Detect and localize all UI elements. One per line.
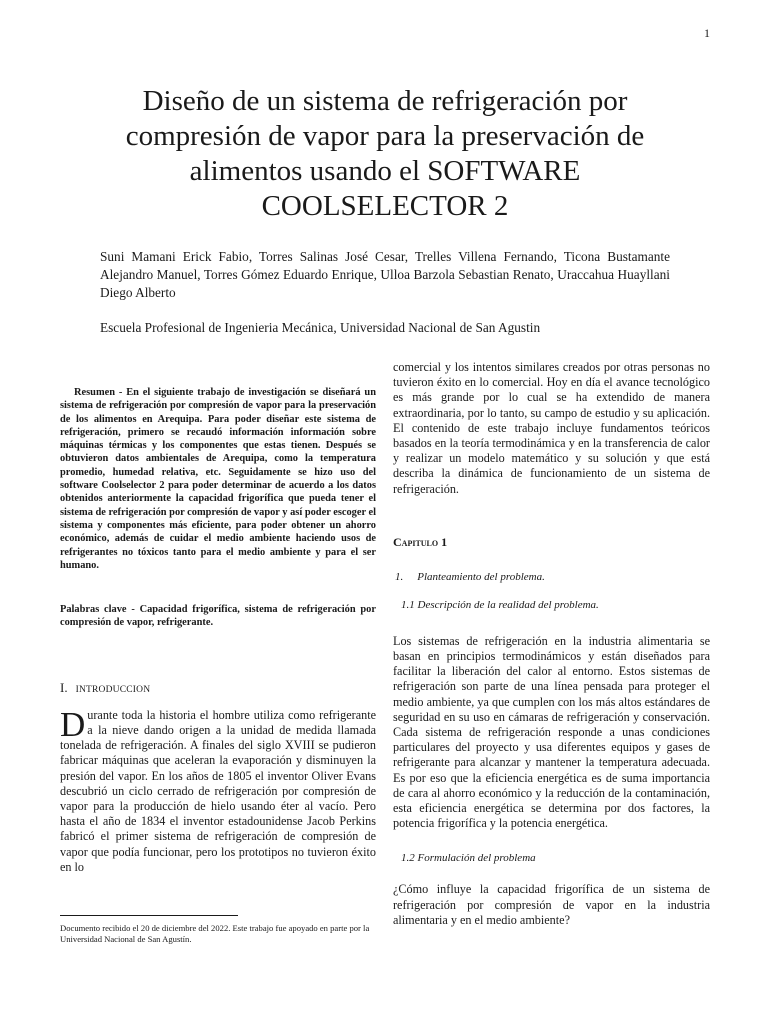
author-list: Suni Mamani Erick Fabio, Torres Salinas José Cesar, Trelles Villena Fernando, Ticona Bustamante Alejandro Manuel, Torres Gómez Eduardo Enrique, Ulloa Barzola Sebastian Renato, Uraccahua Huayllani Diego Alberto [100,249,670,300]
subheading-problem-description: 1.1 Descripción de la realidad del problema. [401,598,599,611]
keywords: Palabras clave - Capacidad frigorífica, sistema de refrigeración por compresión de vapor, refrigerante. [60,604,376,629]
drop-cap: D [60,704,86,744]
footnote-rule [60,915,238,916]
subheading-problem-formulation: 1.2 Formulación del problema [401,852,536,865]
left-column [60,386,376,875]
page-number: 1 [704,26,710,40]
right-column [393,360,710,928]
section-heading-introduction [60,680,376,696]
chapter-heading: Capitulo 1 [393,534,448,549]
subheading-problem [395,571,710,583]
problem-formulation-paragraph: ¿Cómo influye la capacidad frigorífica de un sistema de refrigeración por compresión de vapor en la industria alimentaria y en el medio ambiente? [393,882,710,927]
introduction-continuation: comercial y los intentos similares creados por otras personas no tuvieron éxito en lo comercial. Hoy en día el avance tecnológico es más grande por lo cual se ha extendido de manera extraordinaria, por lo tanto, su campo de estudio y su aplicación. El contenido de este trabajo incluye fundamentos teóricos basados en la teoría termodinámica y en la transferencia de calor y realizar un modelo matemático y su solución y que está describa la dinámica de funcionamiento de un sistema de refrigeración. [393,360,710,496]
abstract: Resumen - En el siguiente trabajo de investigación se diseñará un sistema de refrigeración por compresión de vapor para la preservación de los alimentos en Arequipa. Para poder diseñar este sistema de refrigeración, primero se recaudó información información sobre máquinas térmicas y los componentes que estas tienen. Después se obtuvieron datos ambientales de Arequipa, como la temperatura promedio, humedad relativa, etc. Seguidamente se hizo uso del software Coolselector 2 para poder determinar de acuerdo a los datos obtenidos anteriormente la capacidad frigorífica que pueda tener el sistema de refrigeración por compresión de vapor y así poder escoger el sistema y componentes más eficiente, para poder obtener un ahorro económico, además de cuidar el medio ambiente haciendo usos de refrigerantes no tóxicos tanto para el medio ambiente y para el ser humano. [60,387,377,571]
introduction-text: urante toda la historia el hombre utiliza como refrigerante a la nieve dando origen a la unidad de medida llamada tonelada de refrigeración. A finales del siglo XVIII se pudieron fabricar máquinas que aceleran la evaporación y disminuyen la presión del vapor. En los años de 1805 el inventor Oliver Evans descubrió un ciclo cerrado de refrigeración por compresión de vapor para la producción de hielo usando éter al vacío. Pero hasta el año de 1834 el inventor estadounidense Jacob Perkins fabricó el primer sistema de refrigeración de compresión de vapor que podía funcionar, pero los prototipos no tuvieron éxito en lo [60,707,376,874]
subheading-text: Planteamiento del problema. [417,570,545,583]
footnote: Documento recibido el 20 de diciembre del 2022. Este trabajo fue apoyado en parte por la Universidad Nacional de San Agustín. [60,923,370,944]
problem-description-paragraph: Los sistemas de refrigeración en la industria alimentaria se basan en principios termodinámicos y están diseñados para facilitar la liberación del calor al entorno. Estos sistemas de refrigeración son parte de una línea pensada para proteger el medio ambiente, ya que cumplen con los más altos estándares de seguridad en su uso en cámaras de refrigeración y conservación. Cada sistema de refrigeración responde a unas condiciones particulares del proyecto y usa diferentes equipos y gases de refrigerante para alcanzar y mantener la temperatura adecuada. Es por eso que la eficiencia energética es de suma importancia de cara al ahorro económico y la reducción de la contaminación, esta eficiencia energética se determina por dos factores, la potencia frigorífica y la potencia energética. [393,633,710,831]
section-name: INTRODUCCION [75,684,151,695]
section-number: I. [60,679,68,695]
introduction-paragraph [60,704,376,875]
paper-title: Diseño de un sistema de refrigeración por compresión de vapor para la preservación de alimentos usando el SOFTWARE COOLSELECTOR 2 [125,85,645,222]
affiliation: Escuela Profesional de Ingenieria Mecánica, Universidad Nacional de San Agustin [100,320,541,335]
subheading-number: 1. [395,570,404,583]
